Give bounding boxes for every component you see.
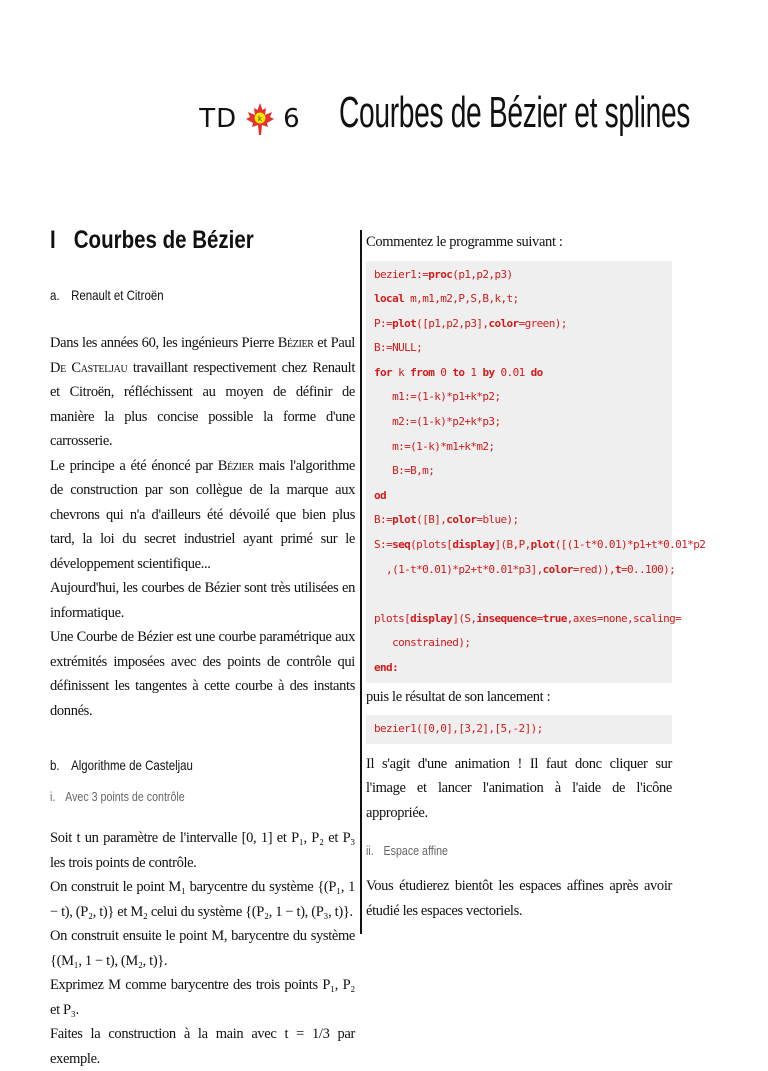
subsubsection-heading-ii: [366, 843, 617, 858]
code-token: =green);: [518, 316, 567, 330]
affine-note: Vous étudierez bientôt les espaces affines après avoir étudié les espaces vectoriels.: [366, 878, 672, 919]
code-token: S:=: [374, 538, 393, 552]
text-run: mais l'algorithme de construction par son collègue de la marque aux chevrons qui n'a d'ailleurs été dévoilé que bien plus tard, la loi du secret industriel ayant primé sur le développement scientifique...: [50, 457, 355, 572]
code-token: =: [536, 611, 543, 625]
td-number: 6: [283, 104, 301, 134]
code-token: plots[: [374, 611, 411, 625]
paragraph-principle: [50, 454, 355, 577]
subsubsection-title: Espace affine: [383, 843, 448, 859]
subsubsection-heading-i: [50, 789, 300, 804]
code-token: ](S,: [452, 611, 477, 625]
subsection-heading-b: [50, 757, 300, 773]
code-keyword: plot: [392, 513, 417, 527]
name-bezier: Bézier: [217, 457, 254, 474]
code-line: m2:=(1-k)*p2+k*p3;: [374, 415, 501, 429]
code-token: k: [392, 365, 411, 379]
code-token: P:=: [374, 316, 393, 330]
name-bezier: Bézier: [277, 335, 314, 351]
code-keyword: color: [488, 316, 519, 330]
code-token: =red)),: [572, 562, 615, 576]
code-token: 0.01: [494, 365, 531, 379]
code-keyword: do: [530, 365, 543, 379]
code-keyword: by: [482, 365, 495, 379]
code-token: (p1,p2,p3): [452, 267, 513, 281]
code-keyword: true: [542, 611, 567, 625]
code-keyword: insequence: [476, 611, 537, 625]
run-code-block: bezier1([0,0],[3,2],[5,-2]);: [366, 715, 672, 744]
subsection-title: Algorithme de Casteljau: [71, 757, 193, 773]
code-keyword: seq: [392, 538, 411, 552]
code-line: m1:=(1-k)*p1+k*p2;: [374, 390, 501, 404]
name-decasteljau: De Casteljau: [50, 359, 128, 376]
code-token: bezier1:=: [374, 267, 429, 281]
text-run: et Paul: [313, 335, 355, 351]
run-intro: puis le résultat de son lancement :: [366, 688, 551, 705]
subsubsection-number: i.: [50, 789, 56, 804]
code-keyword: for: [374, 365, 393, 379]
subsection-title: Renault et Citroën: [71, 287, 164, 303]
maple-leaf-icon: [245, 102, 275, 136]
paragraph-construction: Faites la construction à la main avec t = 1/3 par exemple.: [50, 1026, 355, 1067]
code-token: ([B],: [416, 513, 447, 527]
code-keyword: plot: [392, 316, 417, 330]
section-number: I: [50, 226, 56, 254]
text-run: Dans les années 60, les ingénieurs Pierre: [50, 335, 278, 351]
subsection-number: a.: [50, 287, 60, 303]
code-token: ,(1-t*0.01)*p2+t*0.01*p3],: [374, 562, 543, 576]
code-line: B:=NULL;: [374, 341, 423, 355]
code-token: B:=: [374, 513, 393, 527]
code-token: 1: [464, 365, 483, 379]
code-token: ([p1,p2,p3],: [416, 316, 489, 330]
right-column: [366, 230, 706, 923]
code-token: =0..100);: [620, 562, 676, 576]
code-keyword: color: [446, 513, 477, 527]
paragraph-definition: Une Courbe de Bézier est une courbe paramétrique aux extrémités imposées avec des points de contrôle qui définissent les tangentes à cette courbe à des instants donnés.: [50, 629, 355, 719]
text-run: travaillant respectivement chez Renault et Citroën, réfléchissent au moyen de définir de manière la plus concise possible la forme d'une carrosserie.: [50, 359, 355, 449]
code-keyword: to: [452, 365, 465, 379]
left-column: [50, 226, 355, 1071]
code-keyword: plot: [530, 538, 555, 552]
code-keyword: display: [452, 538, 495, 552]
code-keyword: local: [374, 292, 405, 306]
code-token: ,axes=none,scaling=: [566, 611, 682, 625]
subsection-heading-a: [50, 287, 300, 303]
subsubsection-number: ii.: [366, 843, 374, 859]
td-text: TD: [199, 104, 238, 134]
code-token: =blue);: [476, 513, 519, 527]
page-title: Courbes de Bézier et splines: [338, 88, 690, 137]
animation-note: Il s'agit d'une animation ! Il faut donc cliquer sur l'image et lancer l'animation à l'aide de l'icône appropriée.: [366, 755, 672, 821]
code-keyword: end:: [374, 661, 399, 674]
code-keyword: color: [542, 562, 573, 576]
text-run: Le principe a été énoncé par: [50, 457, 218, 474]
section-title: Courbes de Bézier: [73, 226, 254, 254]
code-intro: Commentez le programme suivant :: [366, 234, 563, 250]
paragraph-history: [50, 331, 355, 454]
code-token: 0: [434, 365, 453, 379]
document-header: [0, 78, 768, 148]
paragraph-m: On construit ensuite le point M, barycentre du système {(M₁, 1 − t), (M₂, t)}.: [50, 928, 355, 969]
code-line: m:=(1-k)*m1+k*m2;: [374, 439, 495, 453]
td-label: [199, 102, 300, 136]
code-keyword: from: [410, 365, 435, 379]
code-keyword: display: [410, 611, 453, 625]
code-keyword: proc: [428, 267, 453, 281]
code-token: (plots[: [410, 538, 453, 552]
code-line: constrained);: [374, 636, 471, 650]
paragraph-exercise: Exprimez M comme barycentre des trois points P₁, P₂ et P₃.: [50, 977, 355, 1018]
code-token: ([(1-t*0.01)*p1+t*0.01*p2: [554, 538, 706, 552]
column-divider: [360, 230, 362, 934]
code-line: B:=B,m;: [374, 464, 435, 478]
paragraph-parameter: Soit t un paramètre de l'intervalle [0, 1] et P₁, P₂ et P₃ les trois points de contrôle.: [50, 830, 355, 871]
code-token: ](B,P,: [494, 538, 531, 552]
paragraph-m1-m2: On construit le point M₁ barycentre du système {(P₁, 1 − t), (P₂, t)} et M₂ celui du système {(P₂, 1 − t), (P₃, t)}.: [50, 879, 355, 920]
subsubsection-title: Avec 3 points de contrôle: [65, 789, 185, 804]
maple-code-block: [366, 261, 706, 683]
paragraph-today: Aujourd'hui, les courbes de Bézier sont très utilisées en informatique.: [50, 580, 355, 621]
code-keyword: t: [614, 562, 621, 576]
section-heading: [50, 226, 300, 255]
svg-text:k: k: [258, 115, 264, 123]
code-token: m,m1,m2,P,S,B,k,t;: [404, 292, 519, 306]
subsection-number: b.: [50, 757, 60, 773]
code-keyword: od: [374, 488, 387, 502]
